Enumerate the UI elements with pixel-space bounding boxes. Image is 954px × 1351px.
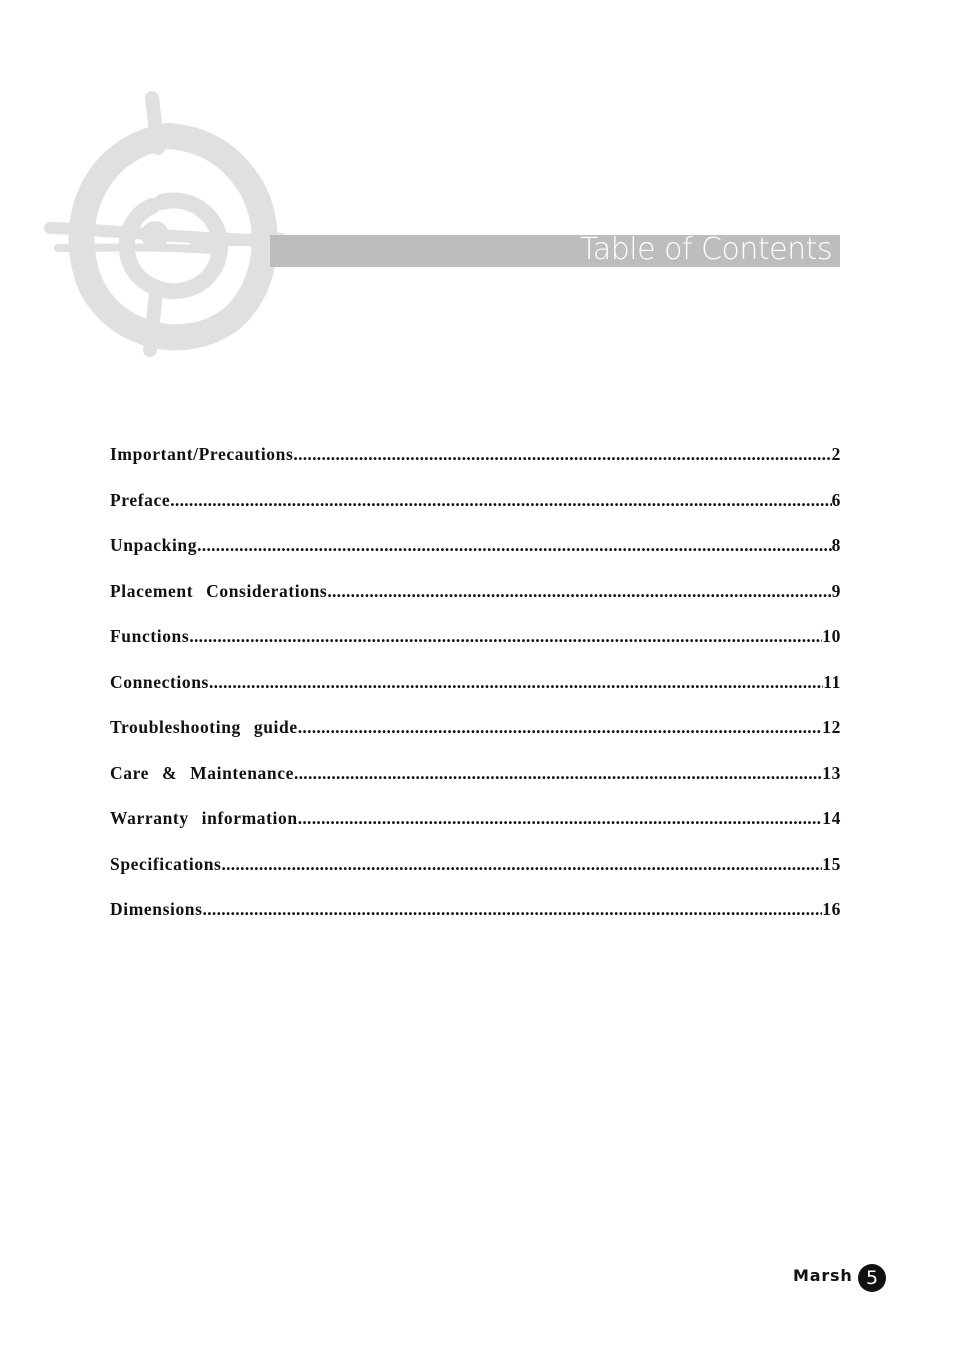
toc-entry-connections[interactable] <box>110 668 841 714</box>
page-title: Table of Contents <box>579 232 832 267</box>
toc-dot-leader <box>221 850 822 878</box>
toc-entry-dimensions[interactable] <box>110 895 841 941</box>
table-of-contents <box>110 440 841 941</box>
toc-entry-important-precautions[interactable] <box>110 440 841 486</box>
toc-entry-page: 10 <box>822 626 841 646</box>
toc-entry-page: 12 <box>822 717 841 737</box>
toc-entry-care-maintenance[interactable] <box>110 759 841 805</box>
toc-entry-title: Important/Precautions <box>110 444 294 464</box>
toc-entry-warranty-information[interactable] <box>110 804 841 850</box>
toc-entry-title: Troubleshooting guide <box>110 717 298 737</box>
toc-dot-leader <box>298 713 823 741</box>
toc-entry-functions[interactable] <box>110 622 841 668</box>
toc-dot-leader <box>197 531 832 559</box>
toc-entry-page: 2 <box>831 444 841 464</box>
toc-entry-title: Functions <box>110 626 190 646</box>
page-number-badge: 5 <box>858 1264 886 1292</box>
toc-dot-leader <box>294 759 822 787</box>
toc-entry-title: Preface <box>110 489 171 510</box>
toc-entry-page: 13 <box>822 762 841 783</box>
toc-entry-title: Care & Maintenance <box>110 762 294 783</box>
toc-entry-title: Connections <box>110 671 209 692</box>
toc-dot-leader <box>170 486 831 514</box>
toc-entry-specifications[interactable] <box>110 850 841 896</box>
toc-dot-leader <box>293 440 831 468</box>
toc-entry-title: Dimensions <box>110 899 203 919</box>
title-bar <box>270 232 840 267</box>
toc-entry-page: 16 <box>822 899 841 919</box>
toc-entry-page: 14 <box>822 808 841 828</box>
brand-name: Marsh <box>793 1266 853 1285</box>
toc-dot-leader <box>209 668 823 696</box>
toc-dot-leader <box>203 895 823 923</box>
toc-entry-unpacking[interactable] <box>110 531 841 577</box>
toc-dot-leader <box>327 577 831 605</box>
toc-entry-title: Specifications <box>110 853 222 874</box>
toc-entry-preface[interactable] <box>110 486 841 532</box>
toc-entry-page: 11 <box>823 671 841 692</box>
toc-entry-title: Placement Considerations <box>110 580 328 601</box>
toc-entry-title: Warranty information <box>110 808 298 828</box>
crosshair-brush-emblem-icon <box>40 88 300 363</box>
toc-entry-page: 15 <box>822 853 841 874</box>
toc-entry-placement-considerations[interactable] <box>110 577 841 623</box>
toc-entry-page: 9 <box>831 580 841 601</box>
toc-dot-leader <box>298 804 823 832</box>
toc-dot-leader <box>189 622 822 650</box>
toc-entry-troubleshooting-guide[interactable] <box>110 713 841 759</box>
toc-entry-title: Unpacking <box>110 535 198 555</box>
toc-entry-page: 8 <box>831 535 841 555</box>
toc-entry-page: 6 <box>831 489 841 510</box>
